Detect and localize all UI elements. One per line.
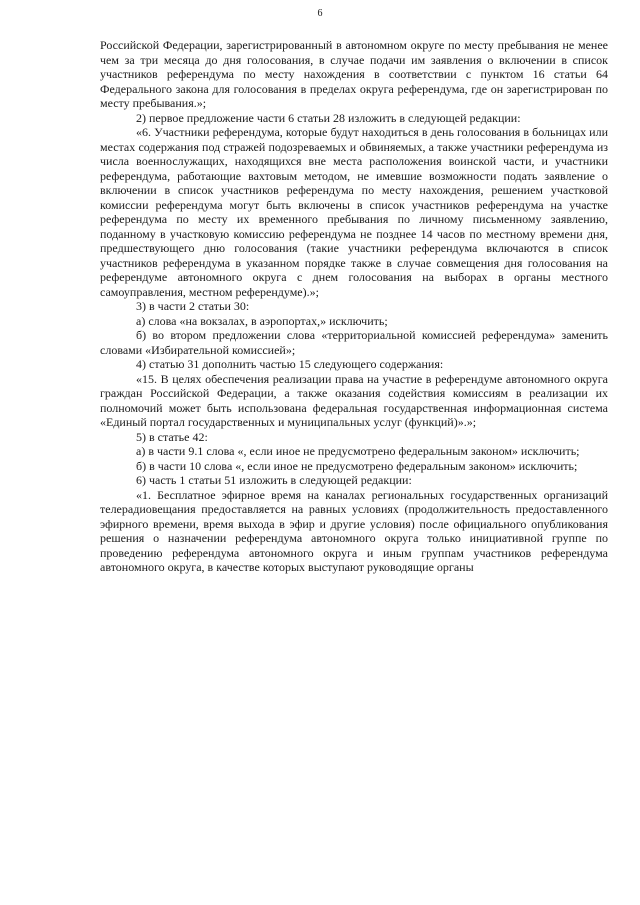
paragraph: а) слова «на вокзалах, в аэропортах,» исключить; (136, 313, 388, 328)
paragraph: 2) первое предложение части 6 статьи 28 изложить в следующей редакции: (136, 110, 521, 125)
paragraph: 3) в части 2 статьи 30: (136, 299, 250, 313)
paragraph: 5) в статье 42: (136, 429, 208, 444)
paragraph: б) в части 10 слова «, если иное не предусмотрено федеральным законом» исключить; (136, 458, 578, 473)
document-body (100, 38, 608, 575)
paragraph: а) в части 9.1 слова «, если иное не предусмотрено федеральным законом» исключить; (136, 444, 580, 458)
paragraph: «15. В целях обеспечения реализации права на участие в референдуме автономного округа граждан Российской Федерации, а также оказания содействия комиссиям в реализации их полномочий может быть использована федеральная государственная информационная система «Единый портал государственных и муниципальных услуг (функций)».»; (100, 371, 608, 429)
paragraph: б) во втором предложении слова «территориальной комиссией референдума» заменить словами «Избирательной комиссией»; (100, 328, 608, 357)
paragraph: 4) статью 31 дополнить частью 15 следующего содержания: (136, 357, 444, 371)
page-number: 6 (317, 8, 323, 19)
paragraph: «1. Бесплатное эфирное время на каналах региональных государственных организаций телерадиовещания предоставляется на равных условиях (продолжительность предоставленного эфирного времени, время выхода в эфир и другие условия) после официального опубликования решения о назначении референдума автономного округа только инициативной группе по проведению референдума автономного округа и иным группам участников референдума автономного округа, в качестве которых выступают руководящие органы (100, 487, 608, 574)
paragraph: Российской Федерации, зарегистрированный в автономном округе по месту пребывания не менее чем за три месяца до дня голосования, в случае подачи им заявления о включении в список участников референдума по месту нахождения в соответствии с пунктом 16 статьи 64 Федерального закона для голосования в пределах округа референдума, где он зарегистрирован по месту пребывания.»; (100, 38, 608, 110)
paragraph: 6) часть 1 статьи 51 изложить в следующей редакции: (136, 473, 412, 487)
paragraph: «6. Участники референдума, которые будут находиться в день голосования в больницах или местах содержания под стражей подозреваемых и обвиняемых, а также участники референдума из числа военнослужащих, находящихся вне места расположения воинской части, и участники референдума, работающие вахтовым методом, не имевшие возможности подать заявление о включении в список участников референдума по месту нахождения, решением участковой комиссии референдума могут быть включены в список участников референдума на участке референдума по месту их временного пребывания по личному письменному заявлению, поданному в участковую комиссию референдума не позднее 14 часов по местному времени дня, предшествующего дню голосования (такие участники референдума включаются в список участников референдума в указанном порядке также в случае совмещения дня голосования на референдуме автономного округа с днем голосования на выборах в органы местного самоуправления, местном референдуме).»; (100, 125, 608, 299)
